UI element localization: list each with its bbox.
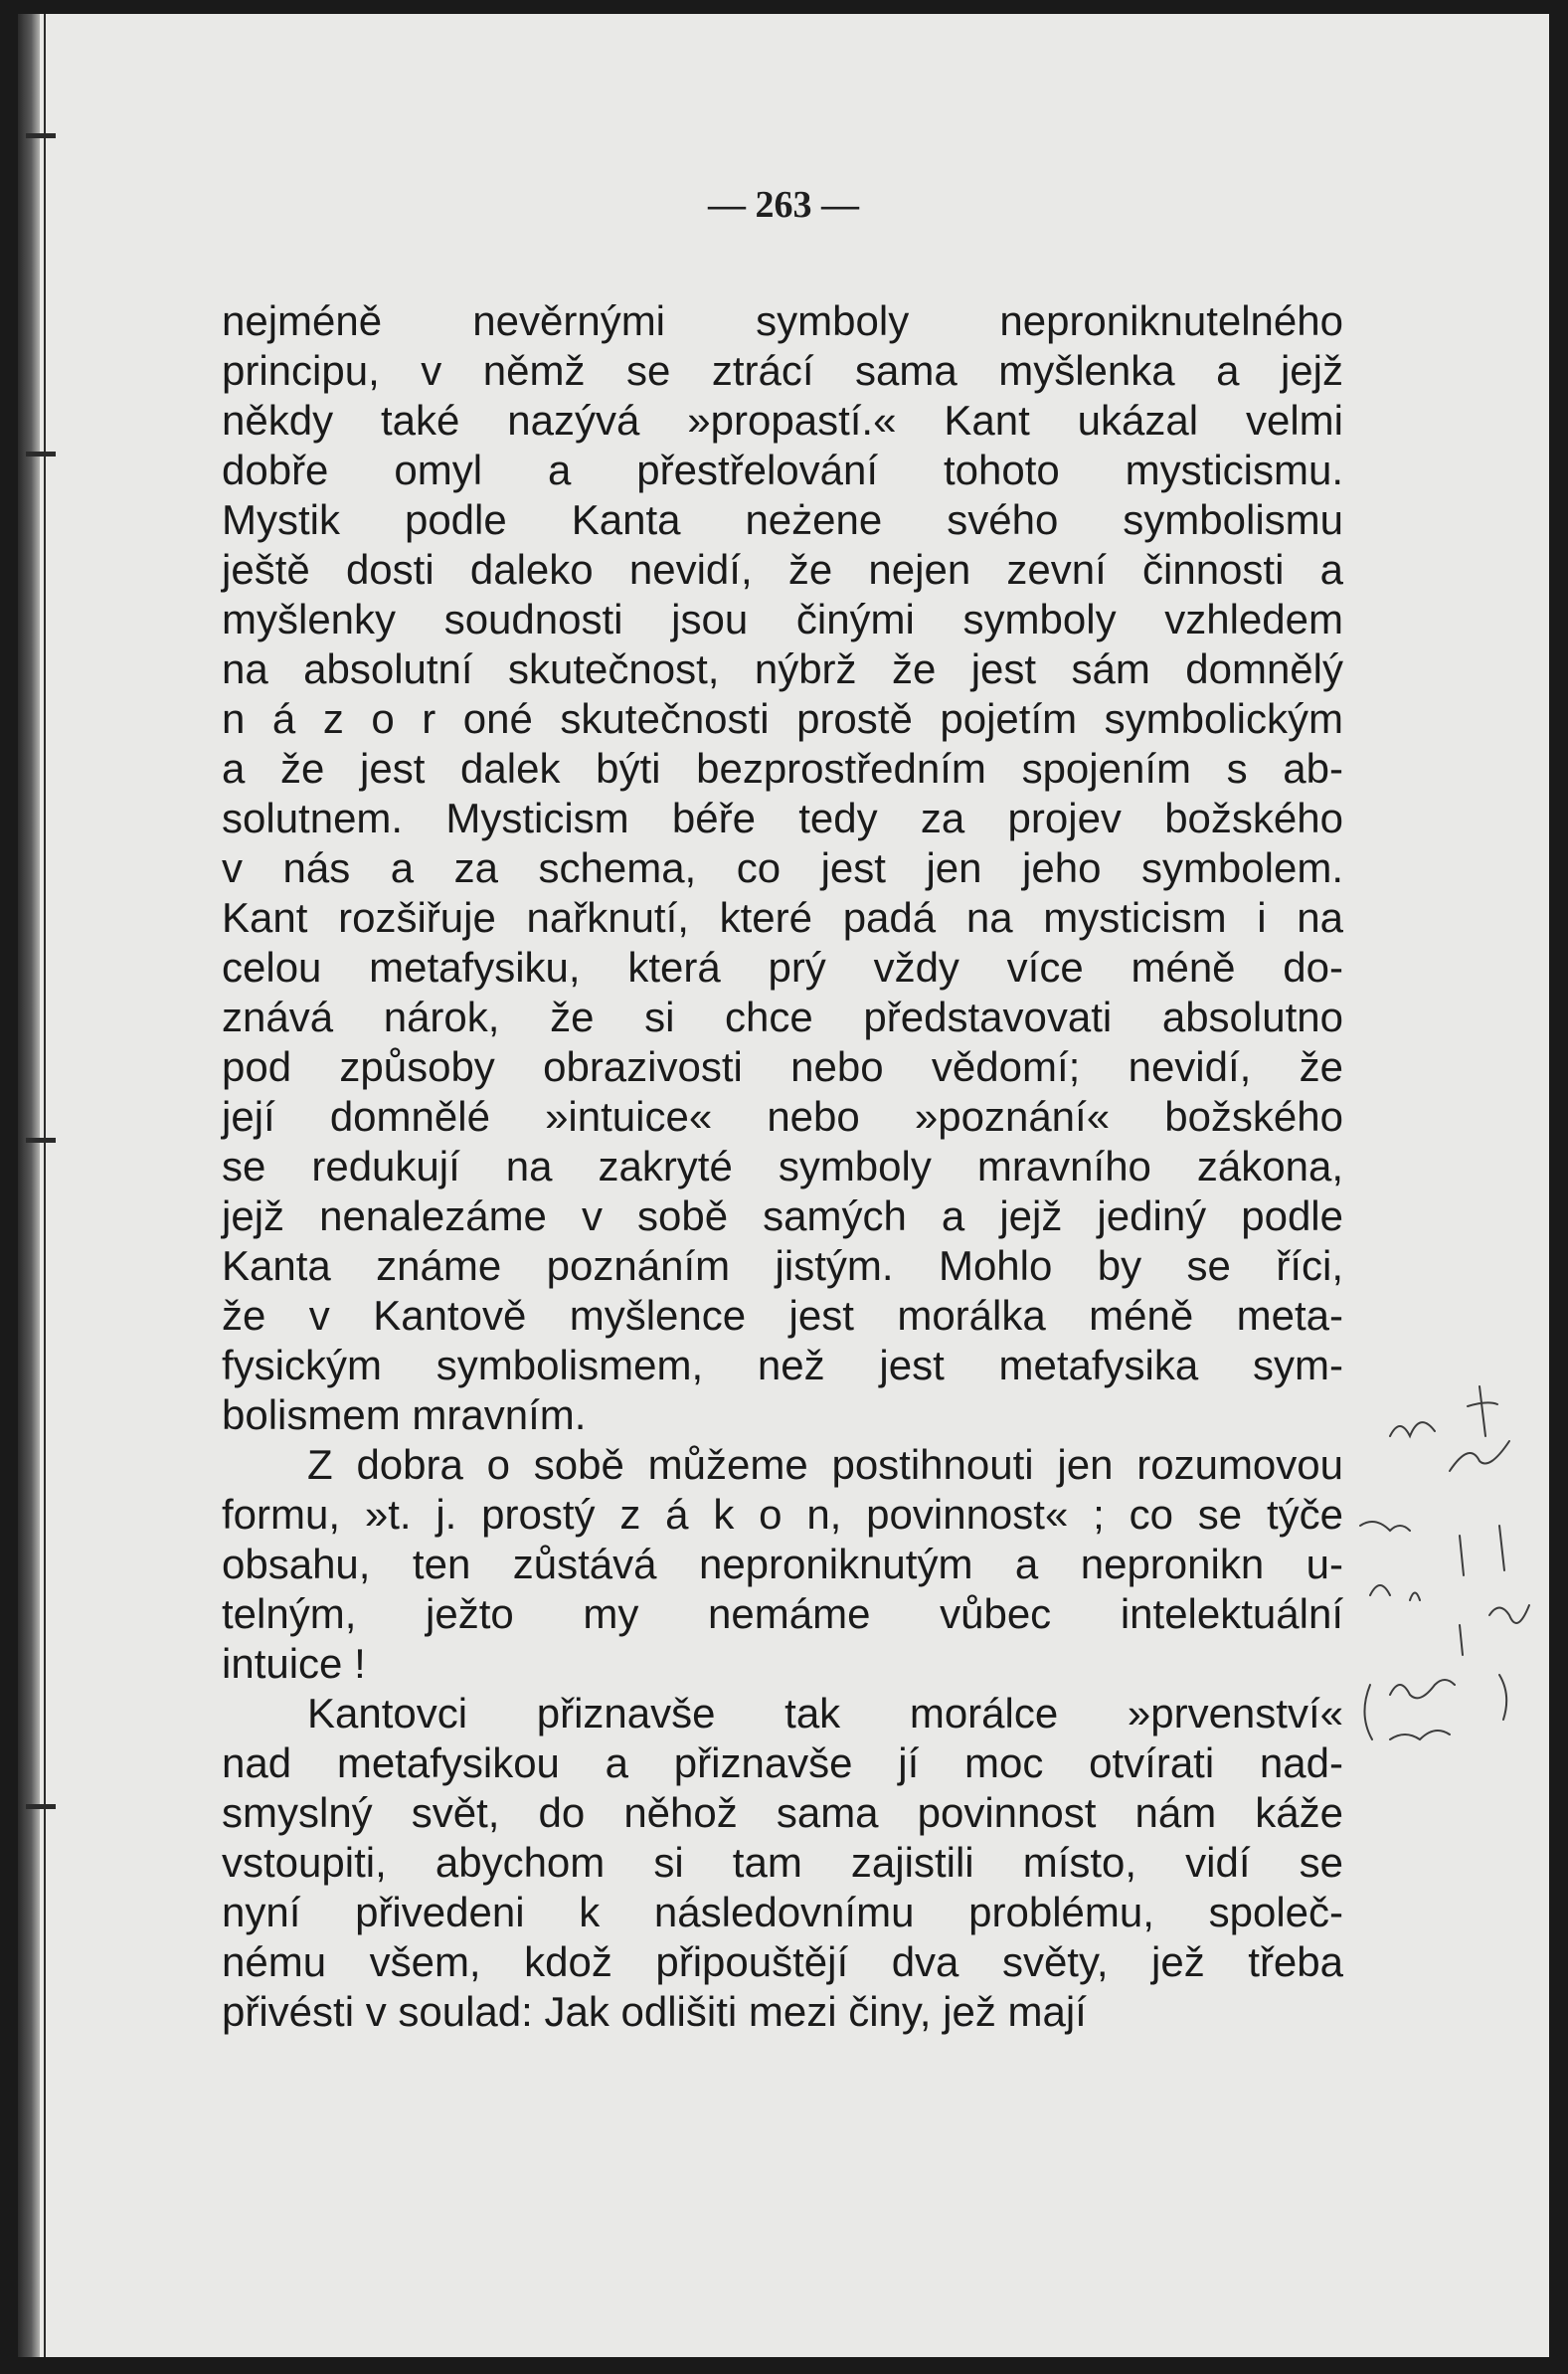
text-line: znává nárok, že si chce představovati absolutno xyxy=(222,994,1343,1040)
binding-line xyxy=(44,14,46,2357)
text-line: Kantovci přiznavše tak morálce »prvenství« xyxy=(307,1690,1343,1736)
text-line: a že jest dalek býti bezprostředním spojením s ab- xyxy=(222,745,1343,792)
binding-mark xyxy=(26,1138,56,1143)
text-line: formu, »t. j. prostý z á k o n, povinnost« ; co se týče xyxy=(222,1491,1343,1538)
text-line: nyní přivedeni k následovnímu problému, společ- xyxy=(222,1889,1343,1935)
text-line: se redukují na zakryté symboly mravního zákona, xyxy=(222,1143,1343,1189)
text-line: nad metafysikou a přiznavše jí moc otvírati nad- xyxy=(222,1739,1343,1786)
binding-mark xyxy=(26,133,56,138)
text-line: v nás a za schema, co jest jen jeho symbolem. xyxy=(222,844,1343,891)
text-line: myšlenky soudnosti jsou činými symboly vzhledem xyxy=(222,596,1343,642)
body-text xyxy=(222,296,1343,2037)
text-line: Z dobra o sobě můžeme postihnouti jen rozumovou xyxy=(307,1441,1343,1488)
page-number-header: — 263 — xyxy=(708,184,859,226)
scanned-page xyxy=(18,14,1549,2357)
handwritten-margin-notes xyxy=(1350,1376,1549,1834)
text-line: intuice ! xyxy=(222,1640,366,1687)
text-line: solutnem. Mysticism béře tedy za projev božského xyxy=(222,795,1343,841)
text-line: smyslný svět, do něhož sama povinnost nám káže xyxy=(222,1789,1343,1836)
text-line: vstoupiti, abychom si tam zajistili místo, vidí se xyxy=(222,1839,1343,1886)
text-line: Kant rozšiřuje nařknutí, které padá na mysticism i na xyxy=(222,894,1343,941)
book-binding-edge xyxy=(18,14,40,2357)
text-line: Mystik podle Kanta neżene svého symbolismu xyxy=(222,496,1343,543)
text-line: telným, ježto my nemáme vůbec intelektuální xyxy=(222,1590,1343,1637)
text-line: ještě dosti daleko nevidí, že nejen zevní činnosti a xyxy=(222,546,1343,593)
text-line: nému všem, kdož připouštějí dva světy, jež třeba xyxy=(222,1938,1343,1985)
binding-mark xyxy=(26,1804,56,1809)
text-line: celou metafysiku, která prý vždy více méně do- xyxy=(222,944,1343,991)
text-line: její domnělé »intuice« nebo »poznání« božského xyxy=(222,1093,1343,1140)
text-line: dobře omyl a přestřelování tohoto mysticismu. xyxy=(222,447,1343,493)
text-line: jejž nenalezáme v sobě samých a jejž jediný podle xyxy=(222,1192,1343,1239)
text-line: pod způsoby obrazivosti nebo vědomí; nevidí, že xyxy=(222,1043,1343,1090)
text-line: že v Kantově myšlence jest morálka méně meta- xyxy=(222,1292,1343,1339)
text-line: bolismem mravním. xyxy=(222,1391,587,1438)
text-line: někdy také nazývá »propastí.« Kant ukázal velmi xyxy=(222,397,1343,444)
text-line: přivésti v soulad: Jak odlišiti mezi činy, jež mají xyxy=(222,1988,1087,2035)
text-line: na absolutní skutečnost, nýbrž že jest sám domnělý xyxy=(222,645,1343,692)
text-line: nejméně nevěrnými symboly neproniknutelného xyxy=(222,297,1343,344)
text-line: fysickým symbolismem, než jest metafysika sym- xyxy=(222,1342,1343,1388)
binding-mark xyxy=(26,452,56,457)
text-line: principu, v němž se ztrácí sama myšlenka a jejž xyxy=(222,347,1343,394)
text-line: Kanta známe poznáním jistým. Mohlo by se říci, xyxy=(222,1242,1343,1289)
text-line: n á z o r oné skutečnosti prostě pojetím symbolickým xyxy=(222,695,1343,742)
text-line: obsahu, ten zůstává neproniknutým a nepronikn u- xyxy=(222,1541,1343,1587)
